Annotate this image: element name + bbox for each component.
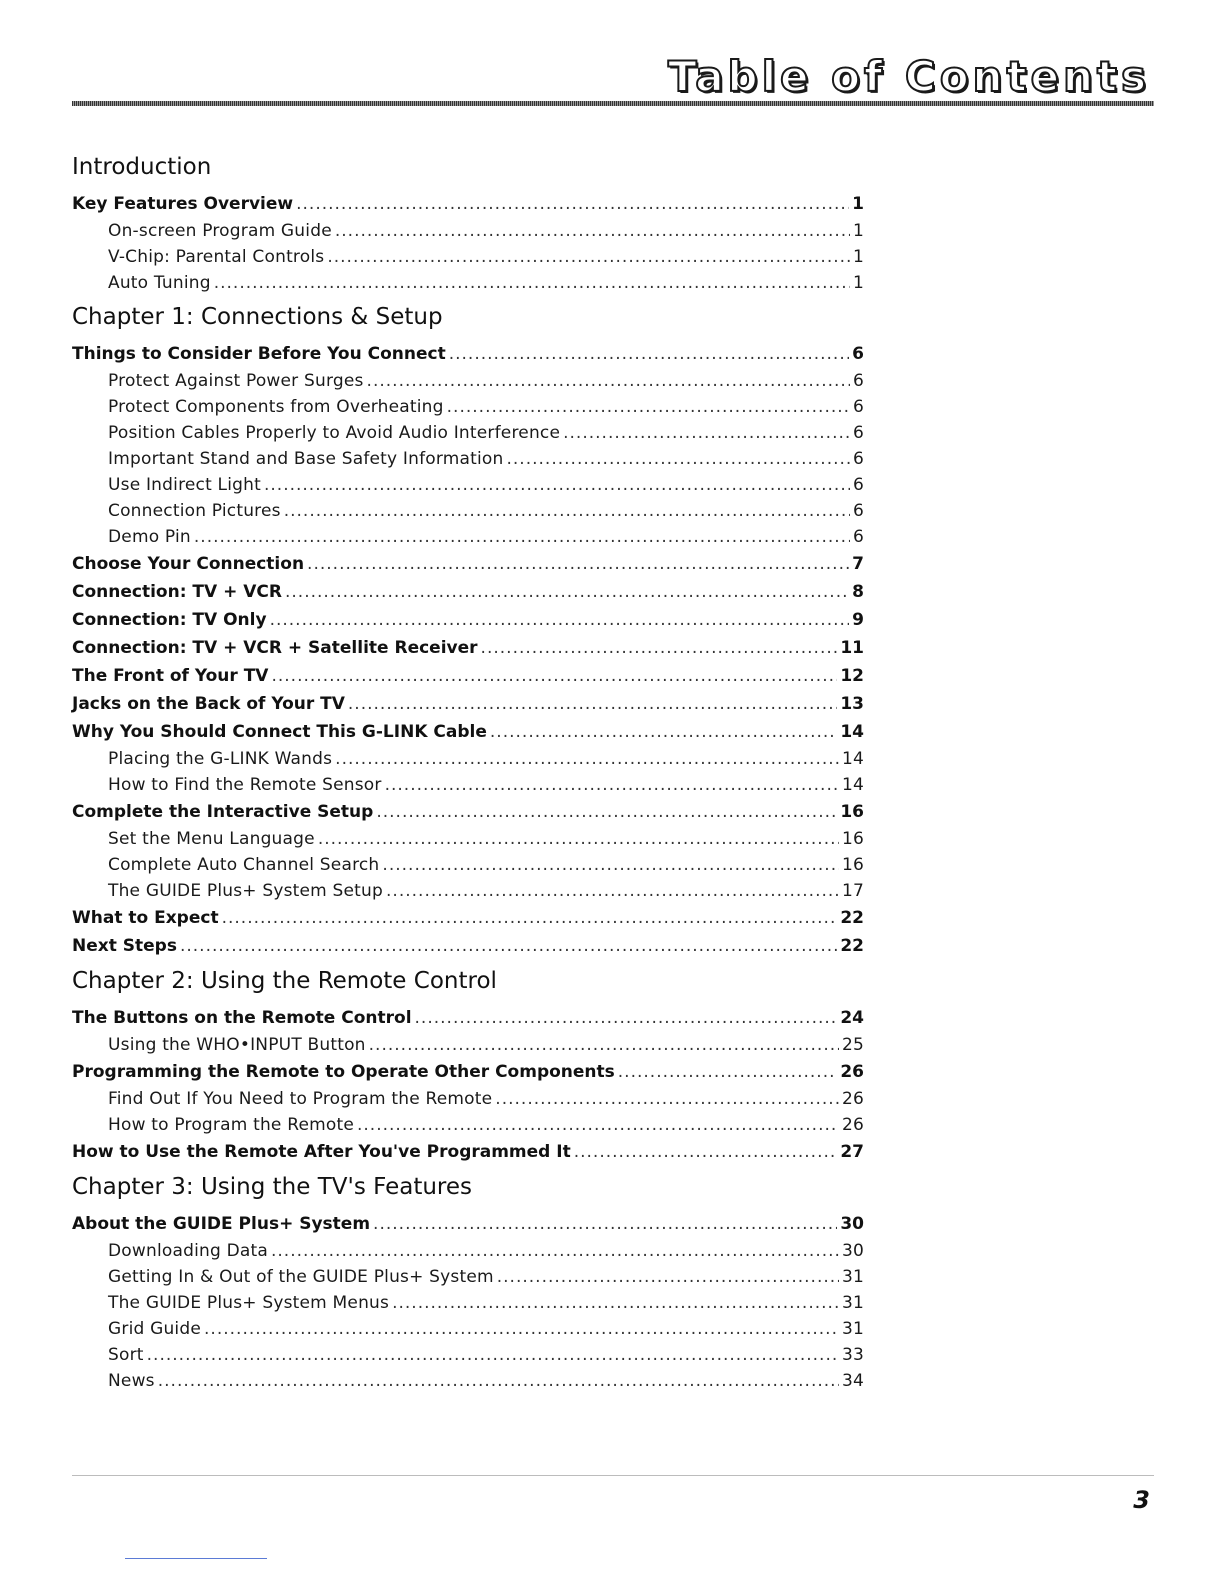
toc-entry-label: Jacks on the Back of Your TV [72, 694, 345, 714]
dot-leader [373, 1210, 837, 1238]
dot-leader [194, 524, 850, 550]
toc-entry-label: Key Features Overview [72, 194, 294, 214]
toc-entry-minor[interactable] [72, 270, 864, 296]
table-of-contents [72, 150, 864, 1394]
toc-entry-page: 1 [852, 273, 864, 293]
page-title: Table of Contents [667, 52, 1150, 101]
dot-leader [335, 218, 850, 244]
toc-entry-label: Things to Consider Before You Connect [72, 344, 446, 364]
toc-entry-minor[interactable] [72, 472, 864, 498]
toc-entry-minor[interactable] [72, 394, 864, 420]
toc-entry-minor[interactable] [72, 878, 864, 904]
toc-entry-minor[interactable] [72, 746, 864, 772]
toc-entry-label: Placing the G-LINK Wands [108, 749, 333, 769]
toc-entry-page: 6 [852, 397, 864, 417]
toc-entry-label: Connection: TV + VCR + Satellite Receiver [72, 638, 478, 658]
toc-entry-page: 24 [840, 1008, 864, 1028]
toc-entry-minor[interactable] [72, 244, 864, 270]
section-title: Introduction [72, 154, 212, 180]
toc-entry-page: 14 [841, 775, 864, 795]
toc-entry-label: Choose Your Connection [72, 554, 305, 574]
dot-leader [271, 1238, 839, 1264]
toc-entry-minor[interactable] [72, 420, 864, 446]
section-title: Chapter 2: Using the Remote Control [72, 968, 497, 994]
toc-entry-page: 16 [841, 855, 864, 875]
toc-entry-major[interactable] [72, 606, 864, 634]
toc-entry-label: Next Steps [72, 936, 177, 956]
toc-entry-minor[interactable] [72, 524, 864, 550]
dot-leader [357, 1112, 839, 1138]
dot-leader [214, 270, 850, 296]
toc-entry-label: The Front of Your TV [72, 666, 269, 686]
toc-entry-page: 11 [840, 638, 864, 658]
toc-entry-label: Auto Tuning [108, 273, 211, 293]
dot-leader [271, 662, 837, 690]
toc-entry-page: 31 [841, 1293, 864, 1313]
dot-leader [348, 690, 837, 718]
toc-entry-minor[interactable] [72, 1290, 864, 1316]
toc-entry-label: How to Program the Remote [108, 1115, 354, 1135]
dot-leader [327, 244, 850, 270]
dot-leader [264, 472, 850, 498]
toc-entry-major[interactable] [72, 634, 864, 662]
toc-entry-label: V-Chip: Parental Controls [108, 247, 325, 267]
toc-entry-label: Complete the Interactive Setup [72, 802, 374, 822]
toc-entry-label: Grid Guide [108, 1319, 202, 1339]
dot-leader [369, 1032, 839, 1058]
toc-entry-minor[interactable] [72, 1086, 864, 1112]
toc-entry-minor[interactable] [72, 218, 864, 244]
toc-entry-major[interactable] [72, 690, 864, 718]
dot-leader [335, 746, 839, 772]
toc-entry-label: Use Indirect Light [108, 475, 261, 495]
toc-entry-major[interactable] [72, 190, 864, 218]
toc-entry-page: 6 [852, 344, 864, 364]
toc-entry-major[interactable] [72, 1004, 864, 1032]
toc-entry-page: 26 [840, 1062, 864, 1082]
header-divider [72, 101, 1154, 106]
toc-entry-page: 34 [841, 1371, 864, 1391]
toc-entry-page: 1 [852, 194, 864, 214]
toc-entry-page: 33 [841, 1345, 864, 1365]
toc-entry-page: 30 [841, 1241, 864, 1261]
toc-entry-label: The GUIDE Plus+ System Setup [108, 881, 384, 901]
toc-entry-minor[interactable] [72, 1316, 864, 1342]
toc-entry-major[interactable] [72, 578, 864, 606]
toc-entry-major[interactable] [72, 662, 864, 690]
toc-entry-page: 17 [841, 881, 864, 901]
toc-entry-label: On-screen Program Guide [108, 221, 332, 241]
toc-entry-label: The Buttons on the Remote Control [72, 1008, 412, 1028]
dot-leader [574, 1138, 838, 1166]
toc-entry-page: 31 [841, 1319, 864, 1339]
toc-entry-label: Protect Against Power Surges [108, 371, 364, 391]
dot-leader [147, 1342, 839, 1368]
dot-leader [180, 932, 837, 960]
toc-entry-label: Downloading Data [108, 1241, 268, 1261]
toc-entry-label: Position Cables Properly to Avoid Audio Interference [108, 423, 561, 443]
toc-entry-minor[interactable] [72, 1264, 864, 1290]
toc-entry-minor[interactable] [72, 1238, 864, 1264]
toc-entry-minor[interactable] [72, 1368, 864, 1394]
dot-leader [507, 446, 850, 472]
dot-leader [392, 1290, 839, 1316]
toc-entry-page: 1 [852, 247, 864, 267]
toc-entry-label: Programming the Remote to Operate Other Components [72, 1062, 615, 1082]
footer-divider [72, 1475, 1154, 1476]
toc-entry-page: 6 [852, 423, 864, 443]
dot-leader [449, 340, 849, 368]
toc-entry-page: 16 [841, 829, 864, 849]
toc-entry-page: 6 [852, 449, 864, 469]
toc-entry-page: 14 [841, 749, 864, 769]
toc-entry-page: 6 [852, 527, 864, 547]
toc-entry-minor[interactable] [72, 772, 864, 798]
toc-entry-label: Sort [108, 1345, 144, 1365]
toc-entry-page: 25 [841, 1035, 864, 1055]
toc-entry-minor[interactable] [72, 826, 864, 852]
toc-entry-minor[interactable] [72, 446, 864, 472]
toc-entry-label: Set the Menu Language [108, 829, 315, 849]
dot-leader [563, 420, 850, 446]
dot-leader [385, 772, 839, 798]
dot-leader [481, 634, 838, 662]
toc-entry-page: 9 [852, 610, 864, 630]
dot-leader [270, 606, 850, 634]
toc-entry-label: Connection: TV Only [72, 610, 267, 630]
toc-entry-label: Why You Should Connect This G-LINK Cable [72, 722, 487, 742]
toc-entry-label: Important Stand and Base Safety Information [108, 449, 504, 469]
toc-entry-label: What to Expect [72, 908, 219, 928]
dot-leader [447, 394, 850, 420]
toc-entry-page: 14 [840, 722, 864, 742]
toc-entry-page: 1 [852, 221, 864, 241]
section-title: Chapter 1: Connections & Setup [72, 304, 443, 330]
toc-entry-label: Complete Auto Channel Search [108, 855, 380, 875]
dot-leader [415, 1004, 838, 1032]
dot-leader [495, 1086, 839, 1112]
toc-entry-minor[interactable] [72, 1342, 864, 1368]
toc-entry-label: Getting In & Out of the GUIDE Plus+ System [108, 1267, 494, 1287]
toc-entry-page: 12 [840, 666, 864, 686]
dot-leader [376, 798, 837, 826]
dot-leader [285, 578, 849, 606]
toc-entry-minor[interactable] [72, 1032, 864, 1058]
dot-leader [318, 826, 839, 852]
dot-leader [490, 718, 837, 746]
toc-entry-major[interactable] [72, 718, 864, 746]
toc-entry-minor[interactable] [72, 1112, 864, 1138]
dot-leader [618, 1058, 838, 1086]
toc-entry-major[interactable] [72, 1210, 864, 1238]
toc-entry-page: 6 [852, 475, 864, 495]
toc-entry-page: 27 [840, 1142, 864, 1162]
toc-entry-major[interactable] [72, 550, 864, 578]
toc-entry-major[interactable] [72, 798, 864, 826]
toc-entry-label: How to Use the Remote After You've Programmed It [72, 1142, 571, 1162]
page-number: 3 [1133, 1486, 1150, 1514]
toc-entry-page: 31 [841, 1267, 864, 1287]
toc-entry-label: About the GUIDE Plus+ System [72, 1214, 371, 1234]
toc-entry-label: How to Find the Remote Sensor [108, 775, 382, 795]
dot-leader [307, 550, 849, 578]
toc-entry-page: 13 [840, 694, 864, 714]
toc-entry-page: 6 [852, 371, 864, 391]
dot-leader [158, 1368, 839, 1394]
toc-entry-major[interactable] [72, 1138, 864, 1166]
dot-leader [204, 1316, 839, 1342]
link-underline [125, 1558, 267, 1559]
toc-entry-page: 6 [852, 501, 864, 521]
toc-entry-page: 7 [852, 554, 864, 574]
toc-entry-label: Find Out If You Need to Program the Remote [108, 1089, 493, 1109]
toc-entry-label: Connection: TV + VCR [72, 582, 282, 602]
section-title: Chapter 3: Using the TV's Features [72, 1174, 473, 1200]
toc-entry-page: 22 [840, 908, 864, 928]
dot-leader [497, 1264, 839, 1290]
dot-leader [284, 498, 850, 524]
toc-entry-page: 26 [841, 1115, 864, 1135]
dot-leader [386, 878, 839, 904]
toc-entry-label: News [108, 1371, 155, 1391]
toc-entry-page: 8 [852, 582, 864, 602]
toc-entry-label: Using the WHO•INPUT Button [108, 1035, 366, 1055]
toc-entry-major[interactable] [72, 1058, 864, 1086]
dot-leader [222, 904, 838, 932]
toc-entry-minor[interactable] [72, 498, 864, 524]
toc-entry-label: The GUIDE Plus+ System Menus [108, 1293, 390, 1313]
dot-leader [382, 852, 839, 878]
toc-entry-minor[interactable] [72, 852, 864, 878]
toc-entry-page: 22 [840, 936, 864, 956]
toc-entry-label: Protect Components from Overheating [108, 397, 444, 417]
toc-entry-page: 16 [840, 802, 864, 822]
toc-entry-major[interactable] [72, 340, 864, 368]
toc-entry-minor[interactable] [72, 368, 864, 394]
toc-entry-page: 26 [841, 1089, 864, 1109]
toc-entry-label: Connection Pictures [108, 501, 281, 521]
toc-entry-label: Demo Pin [108, 527, 191, 547]
dot-leader [296, 190, 849, 218]
toc-entry-major[interactable] [72, 904, 864, 932]
toc-entry-page: 30 [840, 1214, 864, 1234]
toc-entry-major[interactable] [72, 932, 864, 960]
dot-leader [367, 368, 850, 394]
